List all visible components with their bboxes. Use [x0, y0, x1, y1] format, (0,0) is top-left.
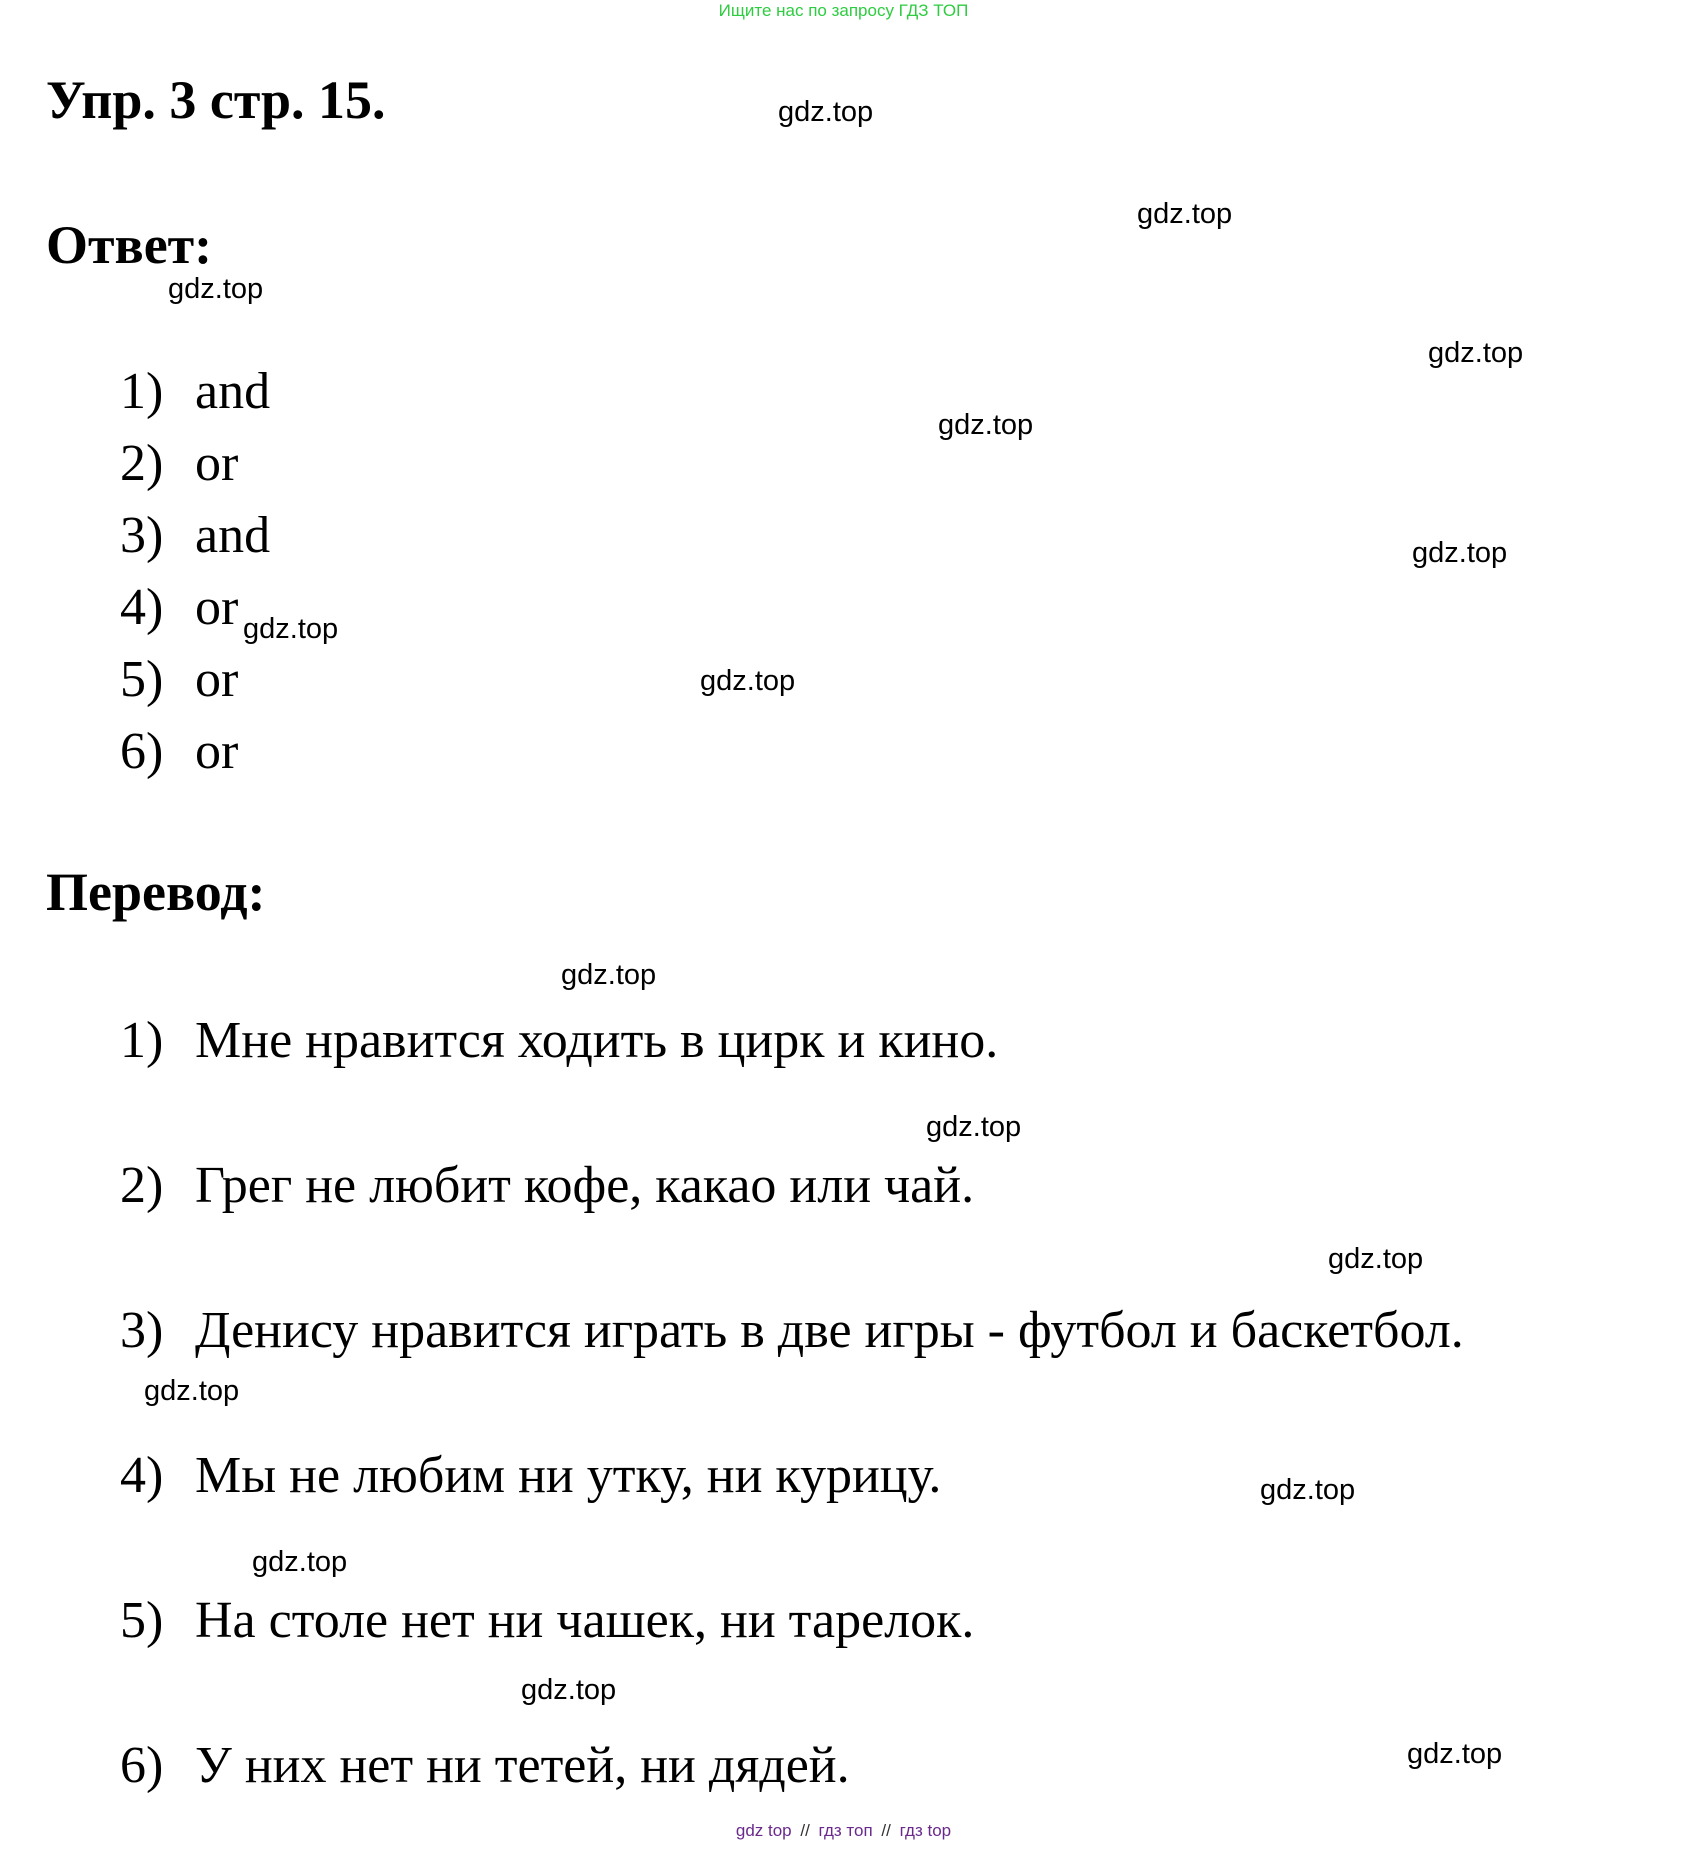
translation-item-text: Мне нравится ходить в цирк и кино.: [195, 1012, 999, 1069]
answer-item: [120, 644, 270, 716]
translation-item-text: На столе нет ни чашек, ни тарелок.: [195, 1592, 975, 1649]
answer-item-text: or: [195, 435, 239, 492]
translation-heading: Перевод:: [46, 862, 266, 922]
page-title: Упр. 3 стр. 15.: [46, 70, 386, 130]
watermark: gdz.top: [561, 959, 657, 991]
watermark: gdz.top: [1328, 1243, 1424, 1275]
watermark: gdz.top: [168, 273, 264, 305]
top-banner[interactable]: Ищите нас по запросу ГДЗ ТОП: [718, 1, 969, 20]
footer-separator: //: [800, 1821, 810, 1840]
footer-link[interactable]: гдз top: [899, 1821, 952, 1840]
footer-separator: //: [881, 1821, 891, 1840]
translation-list: [120, 1006, 1464, 1876]
answer-item-number: 6): [120, 723, 164, 780]
answer-heading: Ответ:: [46, 215, 213, 275]
watermark: gdz.top: [1407, 1738, 1503, 1770]
watermark: gdz.top: [1137, 198, 1233, 230]
watermark: gdz.top: [1260, 1474, 1356, 1506]
answer-item-number: 4): [120, 579, 164, 636]
answer-item: [120, 716, 270, 788]
translation-item-number: 2): [120, 1157, 164, 1214]
answer-item-text: or: [195, 651, 239, 708]
answer-item-number: 2): [120, 435, 164, 492]
watermark: gdz.top: [938, 409, 1034, 441]
watermark: gdz.top: [252, 1546, 348, 1578]
answer-item-text: or: [195, 579, 239, 636]
answer-item-text: and: [195, 363, 271, 420]
answer-list: [120, 356, 270, 788]
translation-item: [120, 1151, 1464, 1296]
answer-item-number: 1): [120, 363, 164, 420]
translation-item-text: Денису нравится играть в две игры - футбол и баскетбол.: [195, 1302, 1464, 1359]
answer-item-text: or: [195, 723, 239, 780]
watermark: gdz.top: [700, 665, 796, 697]
watermark: gdz.top: [1428, 337, 1524, 369]
watermark: gdz.top: [243, 613, 339, 645]
watermark: gdz.top: [1412, 537, 1508, 569]
answer-item: [120, 428, 270, 500]
translation-item-number: 1): [120, 1012, 164, 1069]
translation-item-text: Мы не любим ни утку, ни курицу.: [195, 1447, 942, 1504]
translation-item: [120, 1586, 1464, 1731]
answer-item-number: 3): [120, 507, 164, 564]
watermark: gdz.top: [144, 1375, 240, 1407]
footer-links: [0, 1820, 1687, 1842]
answer-item: [120, 500, 270, 572]
footer-link[interactable]: гдз топ: [818, 1821, 873, 1840]
translation-item-text: Грег не любит кофе, какао или чай.: [195, 1157, 975, 1214]
watermark: gdz.top: [926, 1111, 1022, 1143]
translation-item: [120, 1006, 1464, 1151]
translation-item-number: 5): [120, 1592, 164, 1649]
translation-item-number: 4): [120, 1447, 164, 1504]
watermark: gdz.top: [521, 1674, 617, 1706]
answer-item-text: and: [195, 507, 271, 564]
answer-item-number: 5): [120, 651, 164, 708]
translation-item-text: У них нет ни тетей, ни дядей.: [195, 1737, 850, 1794]
translation-item-number: 3): [120, 1302, 164, 1359]
watermark: gdz.top: [778, 96, 874, 128]
translation-item: [120, 1731, 1464, 1876]
translation-item-number: 6): [120, 1737, 164, 1794]
footer-link[interactable]: gdz top: [735, 1821, 792, 1840]
translation-item: [120, 1296, 1464, 1441]
answer-item: [120, 356, 270, 428]
